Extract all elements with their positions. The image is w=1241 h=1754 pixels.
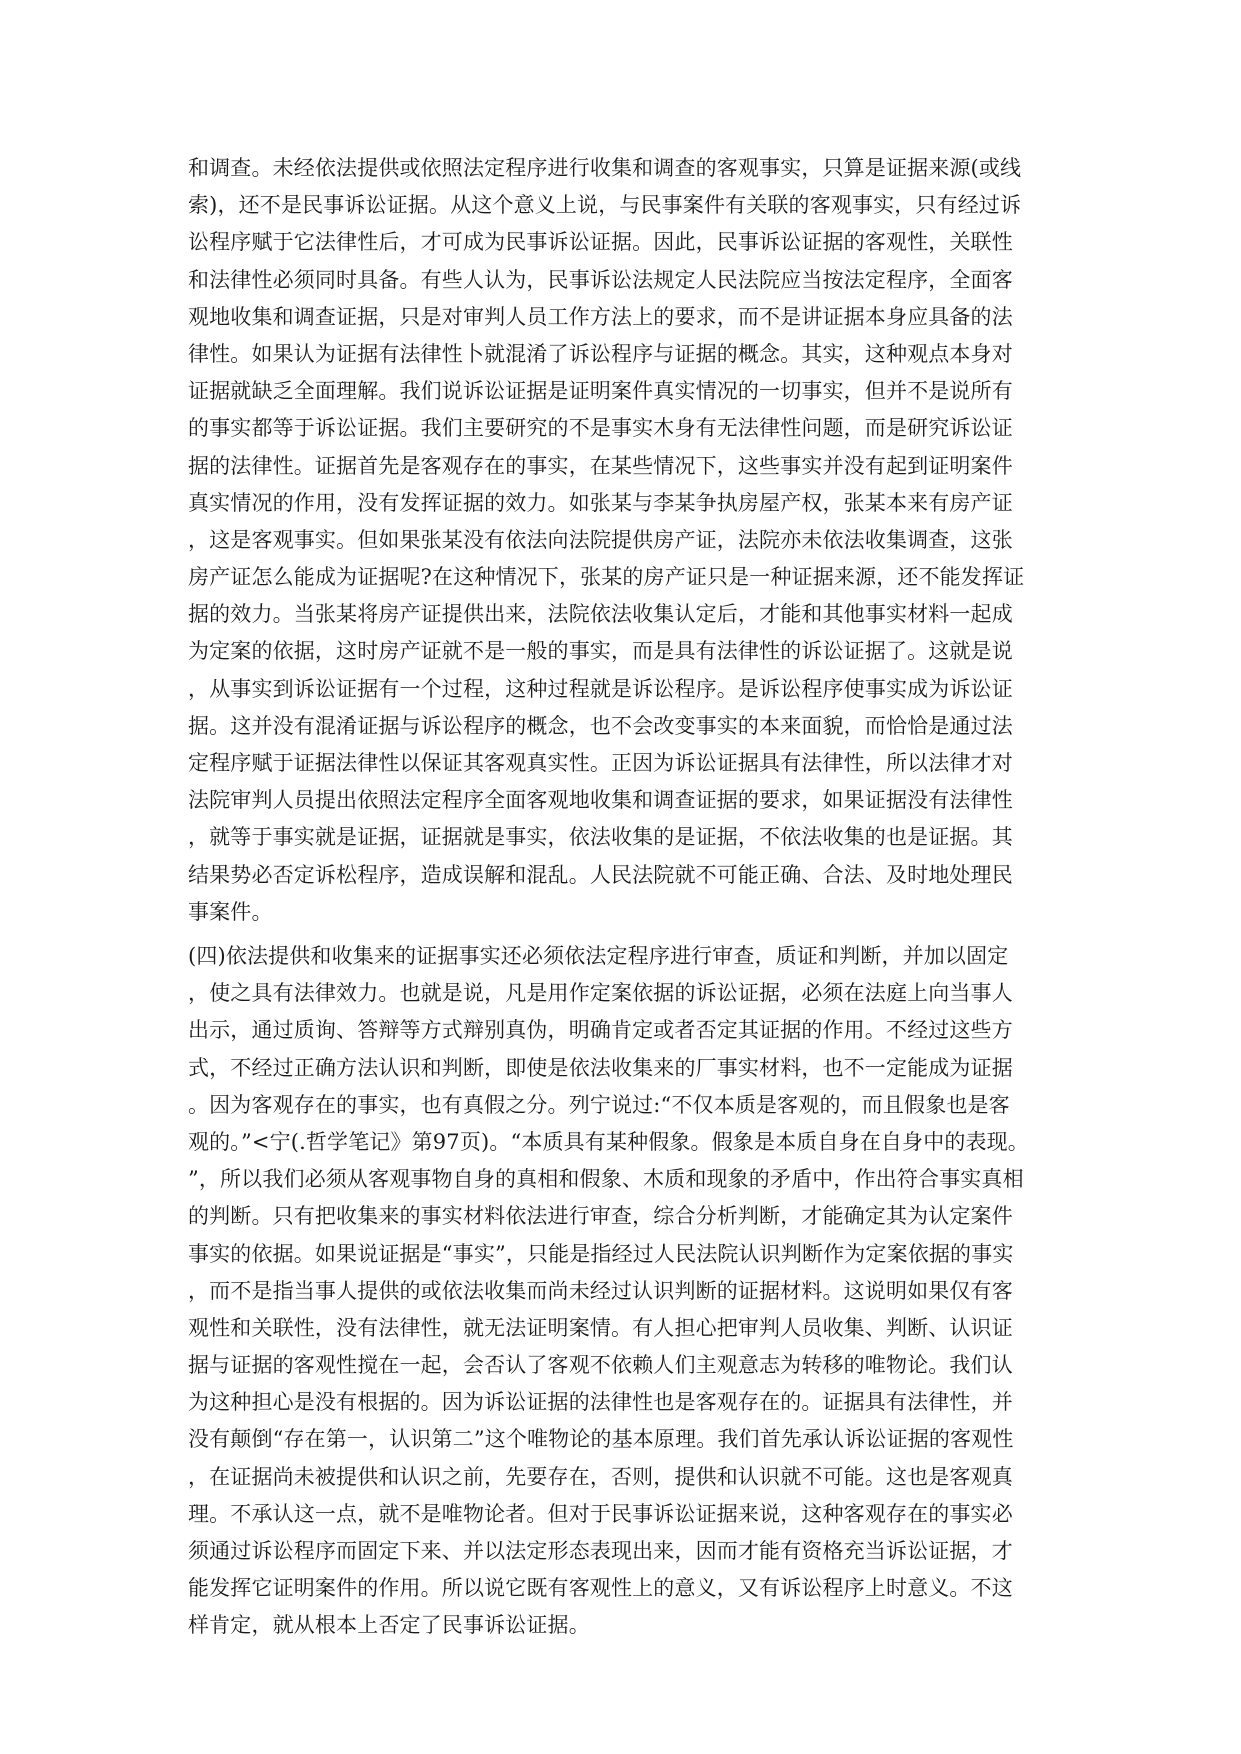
text-line: 式，不经过正确方法认识和判断，即使是依法收集来的厂事实材料，也不一定能成为证据: [188, 1055, 1013, 1080]
text-line: 能发挥它证明案件的作用。所以说它既有客观性上的意义，又有诉讼程序上时意义。不这: [188, 1576, 1013, 1601]
text-line: ，使之具有法律效力。也就是说，凡是用作定案依据的诉讼证据，必须在法庭上向当事人: [188, 981, 1013, 1006]
text-line: 的判断。只有把收集来的事实材料依法进行审查，综合分析判断，才能确定其为认定案件: [188, 1204, 1013, 1229]
text-line: 和调查。未经依法提供或依照法定程序进行收集和调查的客观事实，只算是证据来源(或线: [188, 156, 1022, 180]
text-line: 定程序赋于证据法律性以保证其客观真实性。正因为诉讼证据具有法律性，所以法律才对: [188, 751, 1013, 775]
text-line: 据的法律性。证据首先是客观存在的事实，在某些情况下，这些事实并没有起到证明案件: [188, 453, 1013, 478]
paragraph-2: [188, 938, 1068, 1645]
text-line: 结果势必否定诉松程序，造成误解和混乱。人民法院就不可能正确、合法、及时地处理民: [188, 862, 1013, 887]
text-line: 索)，还不是民事诉讼证据。从这个意义上说，与民事案件有关联的客观事实，只有经过诉: [188, 193, 1022, 218]
text-line: 和法律性必须同时具备。有些人认为，民事诉讼法规定人民法院应当按法定程序，全面客: [188, 267, 1013, 292]
text-line: ，就等于事实就是证据，证据就是事实，依法收集的是证据，不依法收集的也是证据。其: [188, 825, 1013, 850]
text-line: ，这是客观事实。但如果张某没有依法向法院提供房产证，法院亦未依法收集调查，这张: [188, 527, 1013, 552]
text-line: 讼程序赋于它法律性后，才可成为民事诉讼证据。因此，民事诉讼证据的客观性，关联性: [188, 230, 1013, 255]
text-line: ”，所以我们必须从客观事物自身的真相和假象、木质和现象的矛盾中，作出符合事实真相: [188, 1167, 1024, 1192]
paragraph-1: [188, 150, 1068, 931]
text-line: 样肯定，就从根本上否定了民事诉讼证据。: [188, 1613, 590, 1638]
text-line: 理。不承认这一点，就不是唯物论者。但对于民事诉讼证据来说，这种客观存在的事实必: [188, 1501, 1013, 1526]
text-line: 须通过诉讼程序而固定下来、并以法定形态表现出来，因而才能有资格充当诉讼证据，才: [188, 1539, 1013, 1563]
text-line: 出示，通过质询、答辩等方式辩别真伪，明确肯定或者否定其证据的作用。不经过这些方: [188, 1018, 1013, 1043]
text-line: 没有颠倒“存在第一，认识第二”这个唯物论的基本原理。我们首先承认诉讼证据的客观性: [188, 1427, 1014, 1452]
text-line: 事案件。: [188, 899, 273, 924]
text-line: 的事实都等于诉讼证据。我们主要研究的不是事实木身有无法律性问题，而是研究诉讼证: [188, 416, 1013, 441]
text-line: 据。这并没有混淆证据与诉讼程序的概念，也不会改变事实的本来面貌，而恰恰是通过法: [188, 713, 1013, 738]
text-line: 据的效力。当张某将房产证提供出来，法院依法收集认定后，才能和其他事实材料一起成: [188, 602, 1013, 627]
text-line: 房产证怎么能成为证据呢?在这种情况下，张某的房产证只是一种证据来源，还不能发挥证: [188, 565, 1025, 590]
text-line: 律性。如果认为证据有法律性卜就混淆了诉讼程序与证据的概念。其实，这种观点本身对: [188, 341, 1013, 366]
text-line: 据与证据的客观性搅在一起，会否认了客观不依赖人们主观意志为转移的唯物论。我们认: [188, 1353, 1013, 1378]
text-line: (四)依法提供和收集来的证据事实还必须依法定程序进行审查，质证和判断，并加以固定: [188, 944, 1009, 968]
text-line: ，在证据尚未被提供和认识之前，先要存在，否则，提供和认识就不可能。这也是客观真: [188, 1464, 1013, 1489]
text-line: 观性和关联性，没有法律性，就无法证明案情。有人担心把审判人员收集、判断、认识证: [188, 1315, 1013, 1340]
text-line: ，而不是指当事人提供的或依法收集而尚未经过认识判断的证据材料。这说明如果仅有客: [188, 1278, 1013, 1303]
text-line: 。因为客观存在的事实，也有真假之分。列宁说过:“不仅本质是客观的，而且假象也是客: [188, 1092, 1010, 1117]
text-line: 真实情况的作用，没有发挥证据的效力。如张某与李某争执房屋产权，张某本来有房产证: [188, 490, 1013, 515]
text-line: 为定案的依据，这时房产证就不是一般的事实，而是具有法律性的诉讼证据了。这就是说: [188, 639, 1013, 664]
text-line: 观的。”<宁(.哲学笔记》第97页)。“本质具有某种假象。假象是本质自身在自身中的表现。: [188, 1129, 1029, 1154]
text-line: ，从事实到诉讼证据有一个过程，这种过程就是诉讼程序。是诉讼程序使事实成为诉讼证: [188, 676, 1013, 701]
text-line: 法院审判人员提出依照法定程序全面客观地收集和调查证据的要求，如果证据没有法律性: [188, 788, 1013, 813]
text-line: 观地收集和调查证据，只是对审判人员工作方法上的要求，而不是讲证据本身应具备的法: [188, 304, 1013, 329]
text-line: 事实的依据。如果说证据是“事实”，只能是指经过人民法院认识判断作为定案依据的事实: [188, 1241, 1014, 1266]
text-line: 证据就缺乏全面理解。我们说诉讼证据是证明案件真实情况的一切事实，但并不是说所有: [188, 379, 1013, 404]
text-line: 为这种担心是没有根据的。因为诉讼证据的法律性也是客观存在的。证据具有法律性，并: [188, 1390, 1013, 1415]
